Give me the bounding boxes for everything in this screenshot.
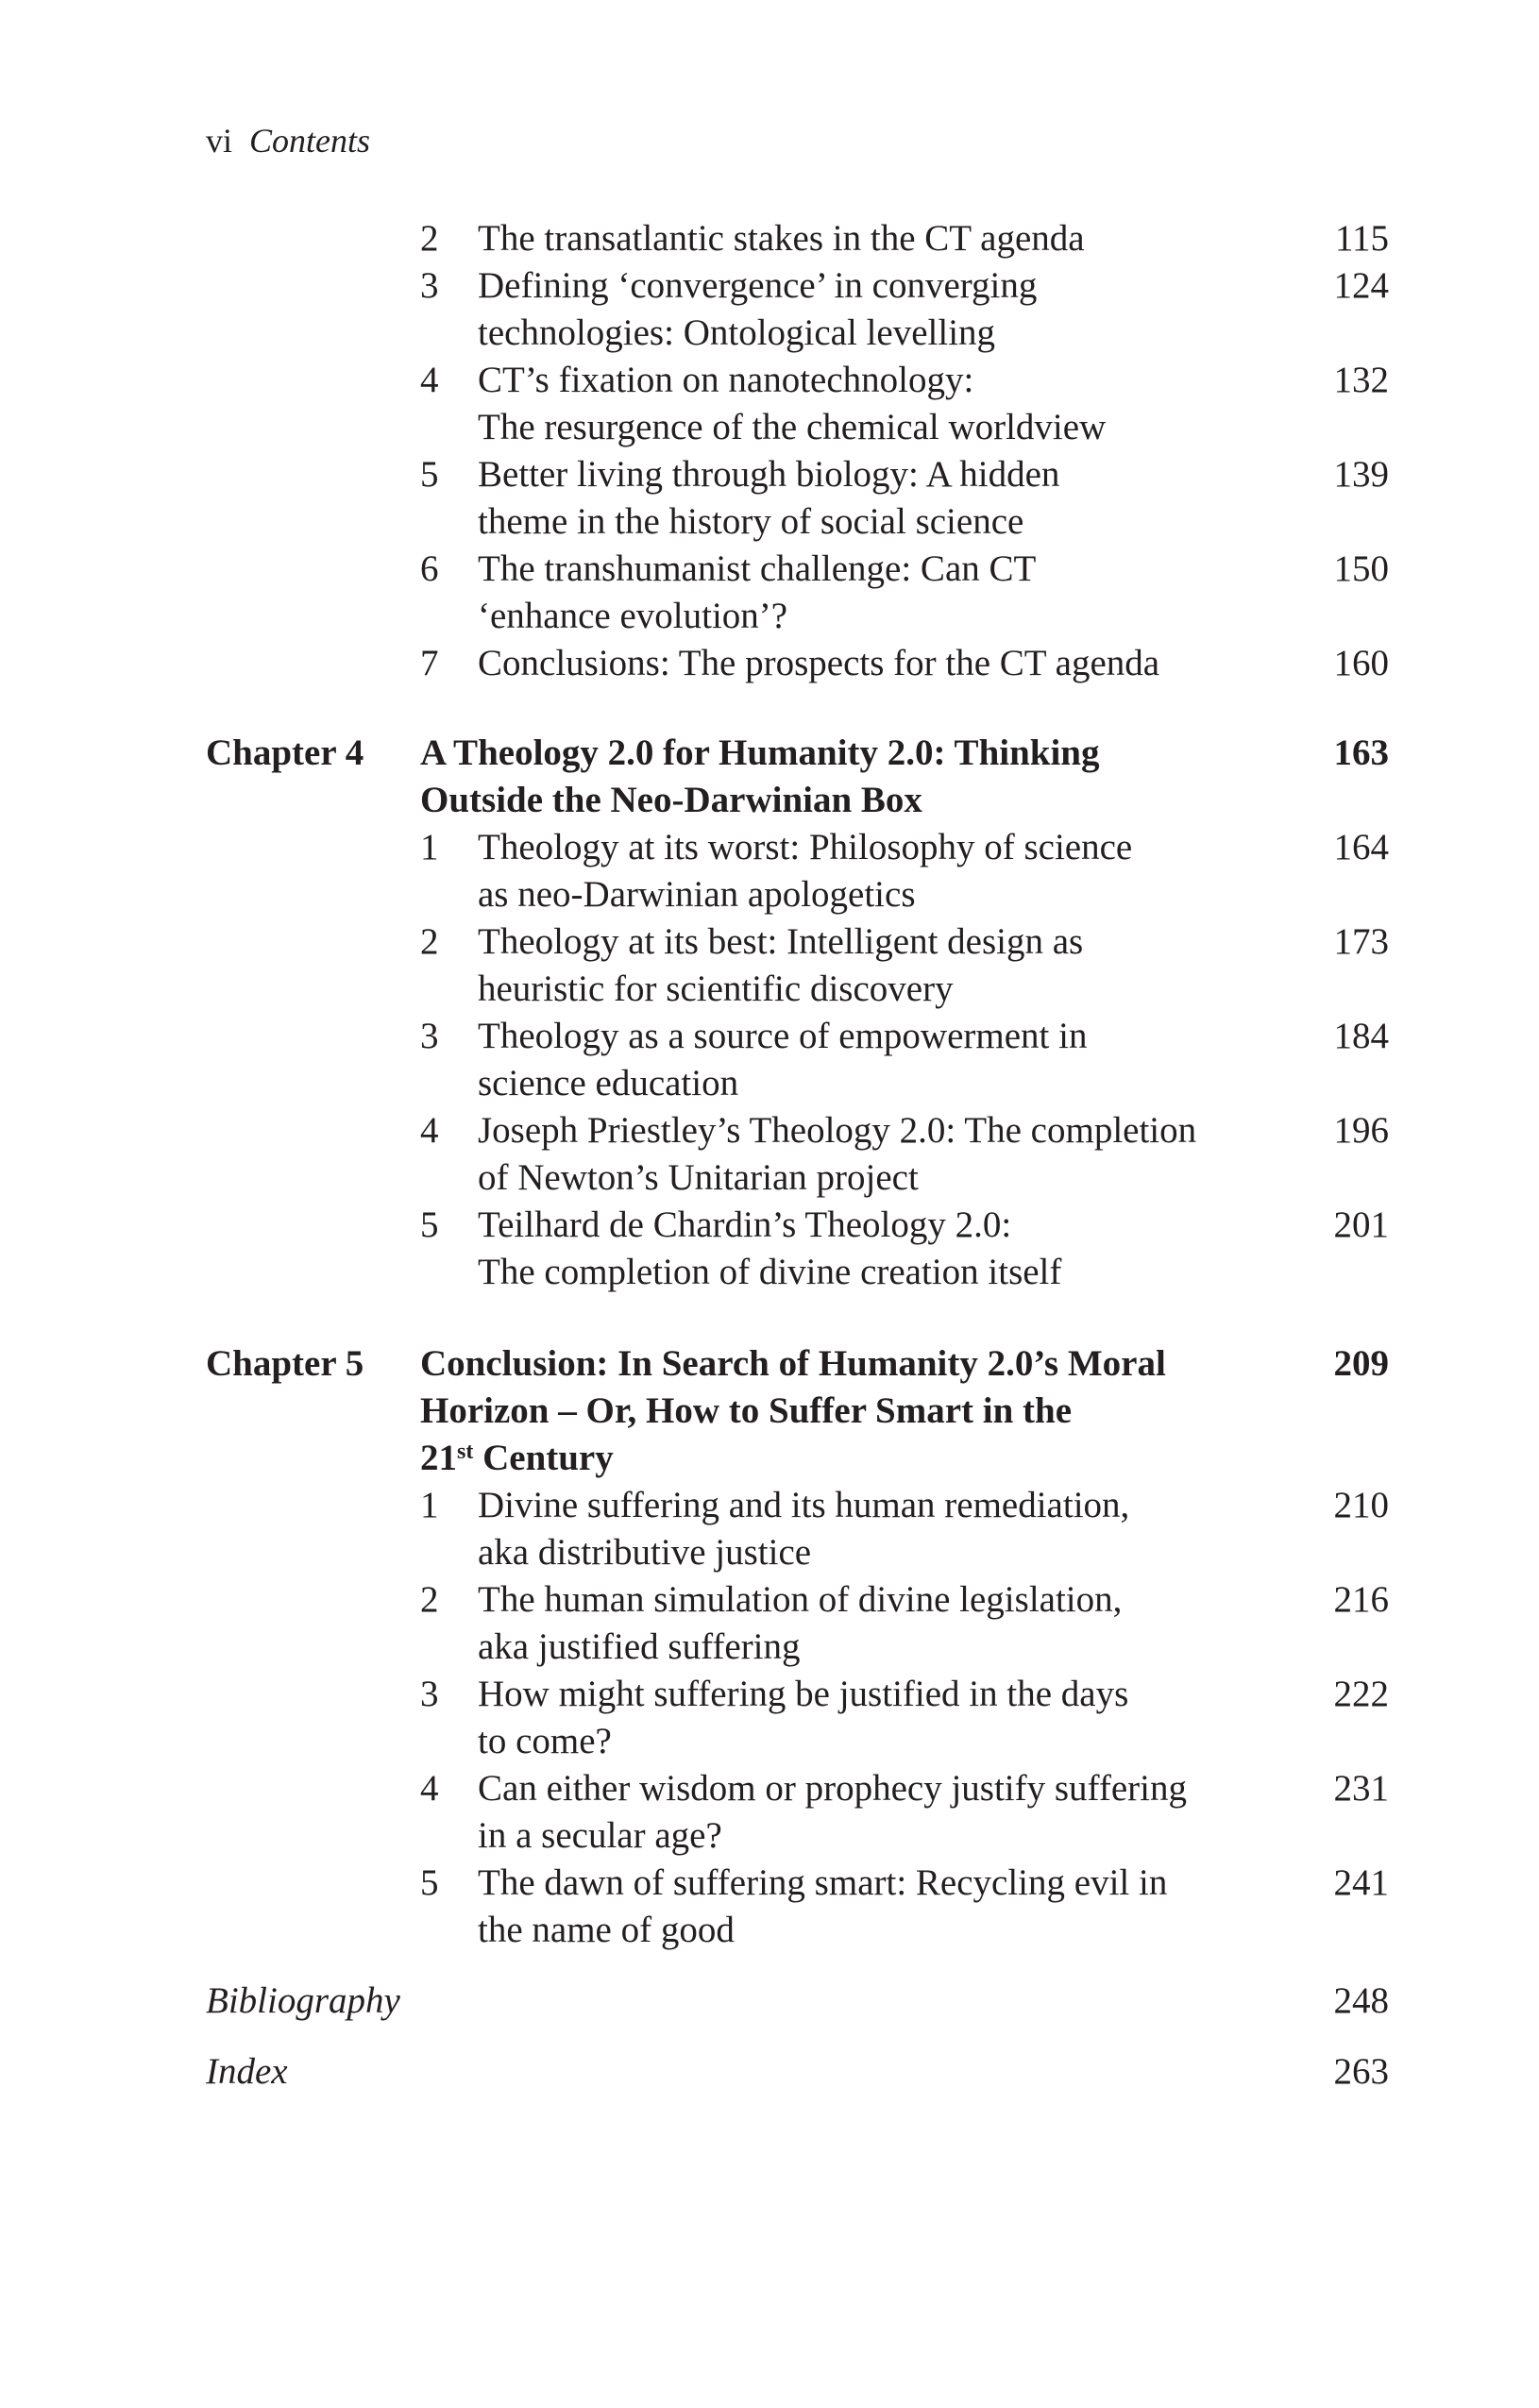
entry-title-cont: technologies: Ontological levelling [478,312,996,353]
entry-title-cont: The resurgence of the chemical worldview [478,407,1107,447]
entry-number: 4 [420,1768,439,1809]
entry-number: 2 [420,218,439,259]
entry-number: 5 [420,1862,439,1903]
entry-title-cont: aka justified suffering [478,1626,801,1667]
entry-page: 115 [1334,218,1389,259]
entry-title: CT’s fixation on nanotechnology: [478,360,974,400]
entry-number: 7 [420,643,439,683]
entry-title-cont: of Newton’s Unitarian project [478,1157,919,1198]
chapter-label: Chapter 5 [206,1343,364,1384]
entry-number: 5 [420,454,439,495]
entry-title-cont: The completion of divine creation itself [478,1252,1062,1292]
entry-title-cont: aka distributive justice [478,1532,812,1573]
chapter-title: A Theology 2.0 for Humanity 2.0: Thinking [420,733,1100,773]
bibliography-page: 248 [1333,1980,1389,2021]
chapter-page: 163 [1333,733,1389,773]
entry-page: 231 [1333,1768,1389,1809]
entry-title: Theology as a source of empowerment in [478,1016,1088,1056]
entry-title: Defining ‘convergence’ in converging [478,265,1038,306]
entry-page: 173 [1333,921,1389,962]
entry-title: Can either wisdom or prophecy justify suffering [478,1768,1187,1809]
entry-title-cont: in a secular age? [478,1815,722,1856]
chapter-page: 209 [1333,1343,1389,1384]
entry-page: 160 [1333,643,1389,683]
index-page: 263 [1333,2051,1389,2092]
entry-number: 2 [420,1579,439,1620]
entry-number: 2 [420,921,439,962]
entry-title-cont: as neo-Darwinian apologetics [478,874,916,915]
index-label: Index [206,2051,288,2092]
bibliography-label: Bibliography [206,1980,400,2021]
entry-title: Conclusions: The prospects for the CT agenda [478,643,1160,683]
entry-number: 4 [420,360,439,400]
running-head-title: Contents [249,122,371,160]
entry-title-cont: heuristic for scientific discovery [478,968,954,1009]
chapter-title-cont: Horizon – Or, How to Suffer Smart in the [420,1390,1073,1431]
chapter-title-century-word: Century [473,1438,614,1478]
entry-number: 3 [420,1016,439,1056]
entry-title-cont: the name of good [478,1910,735,1950]
entry-title: The human simulation of divine legislation, [478,1579,1123,1620]
entry-title-cont: to come? [478,1721,612,1761]
entry-page: 150 [1333,548,1389,589]
entry-title: Better living through biology: A hidden [478,454,1060,495]
entry-title-cont: ‘enhance evolution’? [478,596,788,636]
entry-page: 184 [1333,1016,1389,1056]
entry-page: 216 [1333,1579,1389,1620]
entry-number: 1 [420,1485,439,1525]
chapter-title-ordinal-suffix: st [457,1440,474,1464]
entry-title: The transhumanist challenge: Can CT [478,548,1037,589]
entry-title: The transatlantic stakes in the CT agenda [478,218,1085,259]
entry-title: Teilhard de Chardin’s Theology 2.0: [478,1204,1012,1245]
entry-title-cont: theme in the history of social science [478,501,1024,542]
entry-title: Joseph Priestley’s Theology 2.0: The completion [478,1110,1197,1151]
entry-number: 5 [420,1204,439,1245]
entry-page: 124 [1333,265,1389,306]
entry-title: Theology at its worst: Philosophy of science [478,827,1133,867]
entry-title: Divine suffering and its human remediation, [478,1485,1130,1525]
entry-page: 201 [1333,1204,1389,1245]
chapter-label: Chapter 4 [206,733,364,773]
entry-number: 1 [420,827,439,867]
entry-title: The dawn of suffering smart: Recycling evil in [478,1862,1168,1903]
entry-page: 241 [1333,1862,1389,1903]
entry-page: 139 [1333,454,1389,495]
entry-number: 3 [420,1674,439,1714]
entry-page: 132 [1333,360,1389,400]
chapter-title-century-number: 21 [420,1438,457,1478]
chapter-title-cont: Outside the Neo-Darwinian Box [420,780,922,820]
entry-title-cont: science education [478,1063,739,1103]
chapter-title-cont [420,1435,614,1482]
entry-number: 3 [420,265,439,306]
entry-page: 210 [1333,1485,1389,1525]
entry-number: 6 [420,548,439,589]
running-head [206,117,370,164]
chapter-title: Conclusion: In Search of Humanity 2.0’s Moral [420,1343,1166,1384]
entry-title: Theology at its best: Intelligent design as [478,921,1084,962]
entry-number: 4 [420,1110,439,1151]
folio: vi [206,122,233,160]
entry-page: 222 [1333,1674,1389,1714]
entry-page: 164 [1333,827,1389,867]
entry-title: How might suffering be justified in the days [478,1674,1129,1714]
entry-page: 196 [1333,1110,1389,1151]
